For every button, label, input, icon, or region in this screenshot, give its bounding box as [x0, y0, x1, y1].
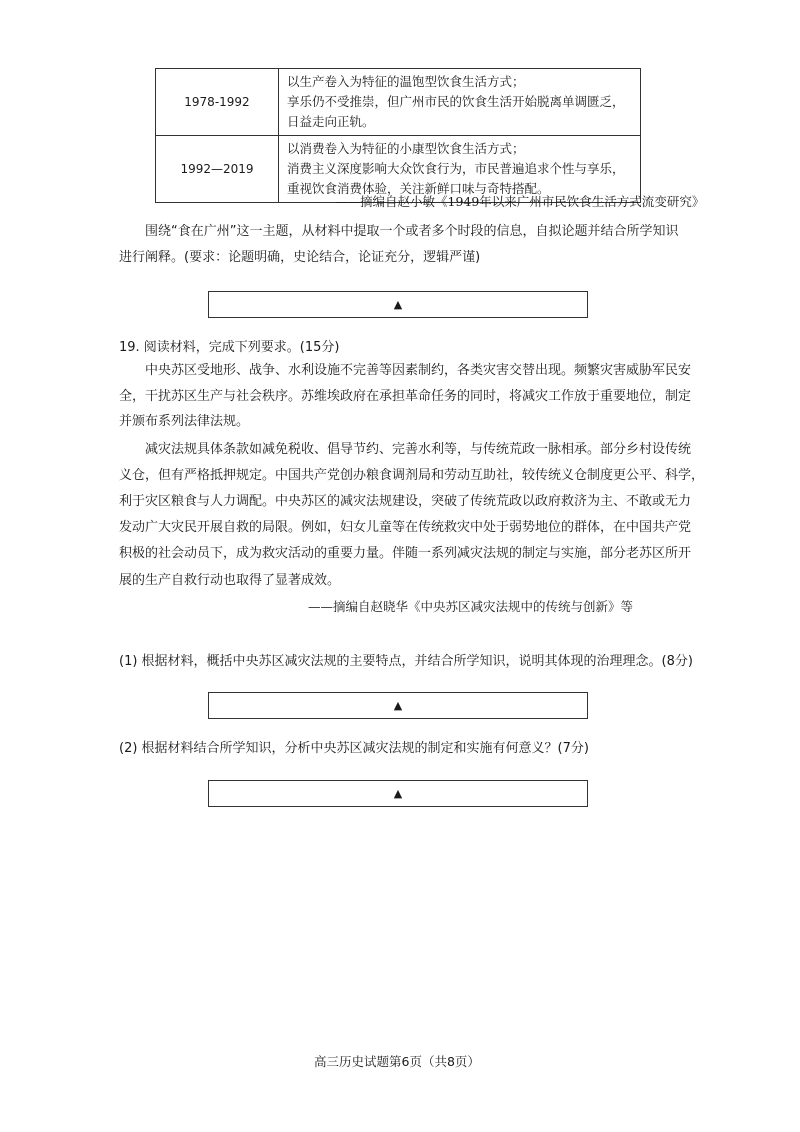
- description-cell: [279, 69, 641, 136]
- q19-material-line: 减灾法规具体条款如减免税收、倡导节约、完善水利等，与传统荒政一脉相承。部分乡村设传统: [145, 442, 692, 457]
- q18-prompt-line: 进行阐释。(要求：论题明确，史论结合，论证充分，逻辑严谨): [119, 250, 481, 265]
- description-line: 消费主义深度影响大众饮食行为，市民普遍追求个性与享乐，: [287, 161, 625, 176]
- description-line: 以消费卷入为特征的小康型饮食生活方式；: [287, 141, 525, 156]
- q19-sub2-prompt: (2) 根据材料结合所学知识，分析中央苏区减灾法规的制定和实施有何意义？(7分): [119, 741, 589, 756]
- description-line: 以生产卷入为特征的温饱型饮食生活方式；: [287, 74, 525, 89]
- answer-mark: ▲: [393, 298, 403, 311]
- table-source: ——摘编自赵小敏《1949年以来广州市民饮食生活方式流变研究》: [335, 194, 705, 209]
- q18-answer-box[interactable]: [208, 291, 588, 318]
- q19-material-line: 积极的社会动员下，成为救灾活动的重要力量。伴随一系列减灾法规的制定与实施，部分老苏区所开: [119, 546, 692, 561]
- q19-sub2-answer-box[interactable]: [208, 780, 588, 807]
- page-footer: 高三历史试题第6页（共8页）: [314, 1054, 480, 1069]
- table-row: [156, 69, 641, 136]
- period-table: [155, 68, 641, 203]
- q19-material-line: 并颁布系列法律法规。: [119, 414, 250, 429]
- description-line: 重视饮食消费体验，关注新鲜口味与奇特搭配。: [287, 181, 550, 196]
- q18-prompt-line: 围绕“食在广州”这一主题，从材料中提取一个或者多个时段的信息，自拟论题并结合所学知识: [145, 224, 679, 239]
- q19-material-line: 义仓，但有严格抵押规定。中国共产党创办粮食调剂局和劳动互助社，较传统义仓制度更公平、科学，: [119, 468, 705, 483]
- q19-source: ——摘编自赵晓华《中央苏区减灾法规中的传统与创新》等: [308, 599, 634, 614]
- q19-material-line: 发动广大灾民开展自救的局限。例如，妇女儿童等在传统救灾中处于弱势地位的群体，在中国共产党: [119, 520, 692, 535]
- answer-mark: ▲: [393, 699, 403, 712]
- q19-sub1-answer-box[interactable]: [208, 692, 588, 719]
- q19-material-line: 利于灾区粮食与人力调配。中央苏区的减灾法规建设，突破了传统荒政以政府救济为主、不敢或无力: [119, 494, 692, 509]
- q19-material-line: 全，干扰苏区生产与社会秩序。苏维埃政府在承担革命任务的同时，将减灾工作放于重要地位，制定: [119, 389, 692, 404]
- description-line: 日益走向正轨。: [287, 114, 375, 129]
- q19-heading: 19. 阅读材料，完成下列要求。(15分): [119, 340, 340, 355]
- q19-sub1-prompt: (1) 根据材料，概括中央苏区减灾法规的主要特点，并结合所学知识，说明其体现的治理理念。(8分): [119, 654, 693, 669]
- period-cell: 1992—2019: [156, 136, 279, 203]
- q19-material-line: 展的生产自救行动也取得了显著成效。: [119, 573, 341, 588]
- period-cell: 1978-1992: [156, 69, 279, 136]
- answer-mark: ▲: [393, 787, 403, 800]
- q19-material-line: 中央苏区受地形、战争、水利设施不完善等因素制约，各类灾害交替出现。频繁灾害威胁军民安: [145, 363, 692, 378]
- description-line: 享乐仍不受推崇，但广州市民的饮食生活开始脱离单调匮乏，: [287, 94, 625, 109]
